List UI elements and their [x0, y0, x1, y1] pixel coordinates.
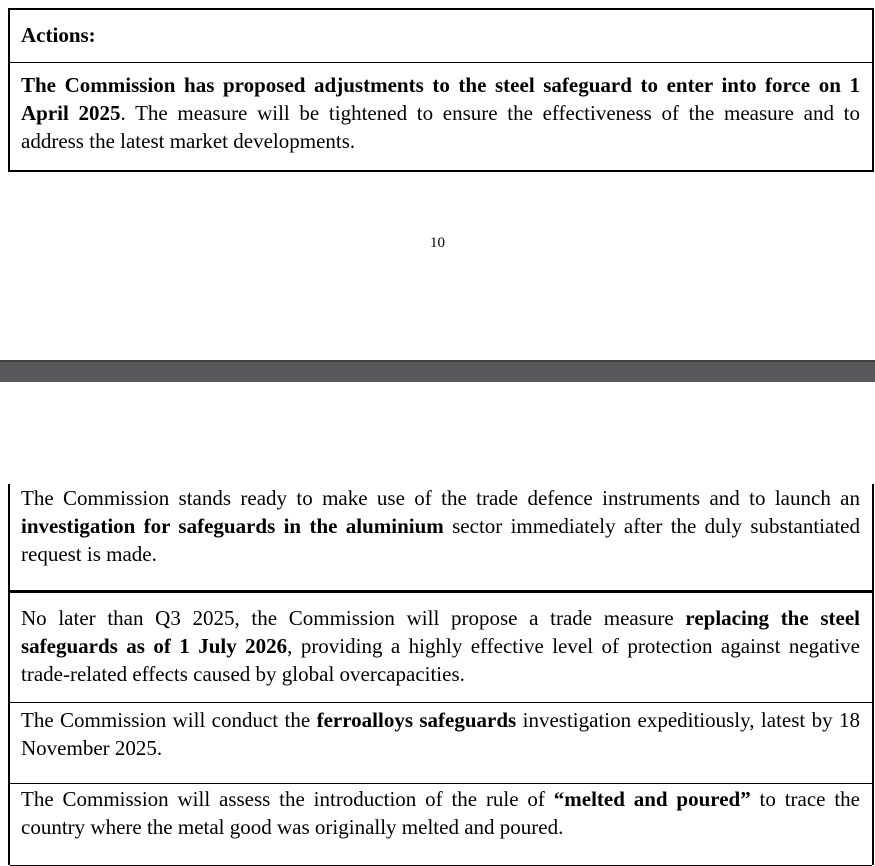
ferroalloys-safeguard-action — [10, 703, 872, 784]
row-text-bold: replacing the steel safeguards as of 1 July 2026 — [21, 606, 861, 658]
steel-replacement-action — [10, 593, 872, 703]
row-text-bold: investigation for safeguards in the aluminium — [21, 514, 444, 538]
row-text-post: to trace the country where the metal good was originally melted and poured. — [21, 787, 860, 839]
steel-safeguard-action — [10, 63, 872, 155]
actions-header: Actions: — [21, 23, 96, 47]
actions-table-top — [8, 8, 874, 172]
steel-safeguard-text: . The measure will be tightened to ensure the effectiveness of the measure and to address the latest market developments. — [21, 101, 861, 153]
row-text-pre: The Commission will conduct the — [21, 708, 317, 732]
melted-and-poured-action — [10, 784, 872, 866]
aluminium-safeguard-action — [10, 484, 872, 593]
row-text-post: investigation expeditiously, latest by 18 November 2025. — [21, 708, 861, 760]
row-text-bold: “melted and poured” — [553, 787, 751, 811]
page-number: 10 — [430, 235, 445, 251]
page-divider — [0, 360, 875, 382]
row-text-post: sector immediately after the duly substantiated request is made. — [21, 514, 860, 566]
actions-header-cell — [10, 10, 872, 63]
steel-safeguard-bold: The Commission has proposed adjustments to the steel safeguard to enter into force on 1 April 2025 — [21, 73, 860, 125]
row-text-bold: ferroalloys safeguards — [316, 708, 517, 732]
row-text-post: , providing a highly effective level of protection against negative trade-related effects caused by global overcapacities. — [21, 634, 860, 686]
row-text-pre: No later than Q3 2025, the Commission will propose a trade measure — [21, 606, 686, 630]
row-text-pre: The Commission stands ready to make use of the trade defence instruments and to launch an — [21, 486, 860, 510]
row-text-pre: The Commission will assess the introduction of the rule of — [21, 787, 554, 811]
actions-table-bottom — [8, 484, 874, 865]
